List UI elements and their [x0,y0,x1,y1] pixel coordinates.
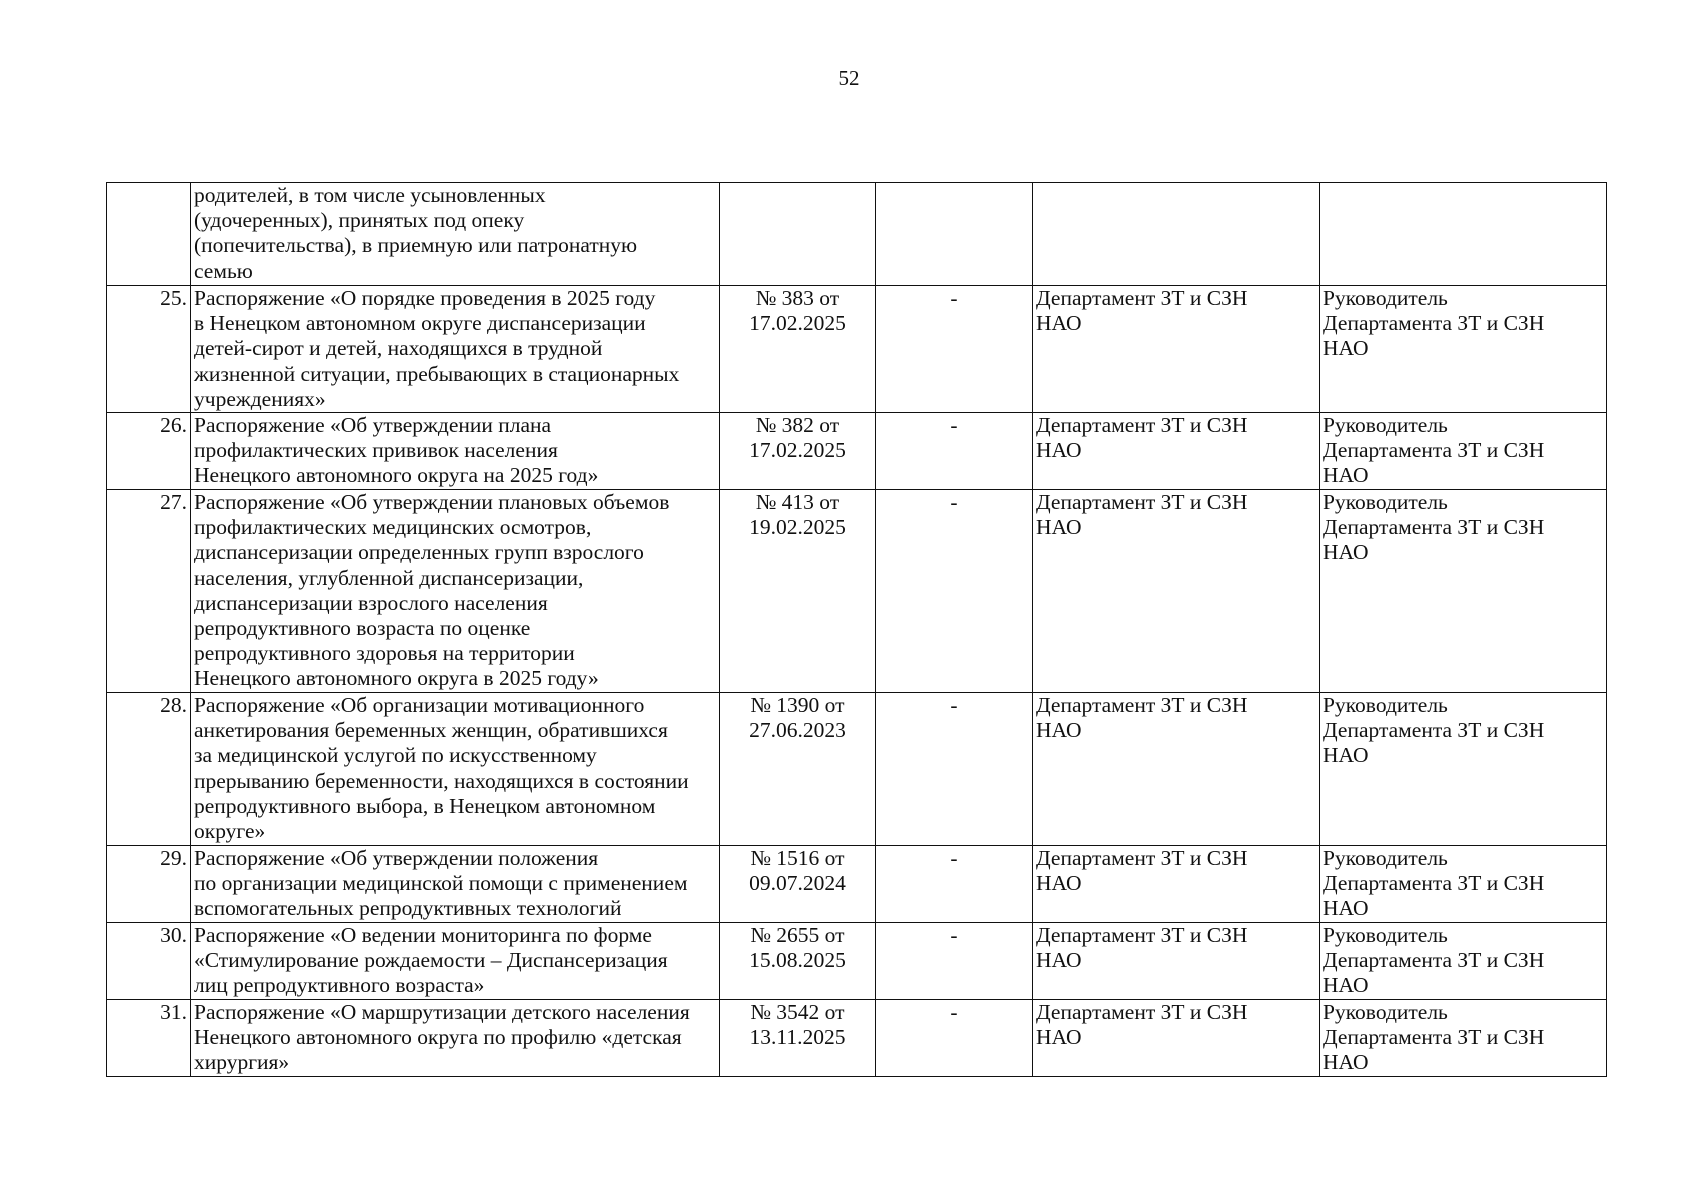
document-title-line: населения, углубленной диспансеризации, [194,565,584,590]
document-date-line: 19.02.2025 [749,515,846,540]
document-number-cell [720,183,876,286]
document-title-cell [191,1000,720,1077]
document-date-line: 13.11.2025 [749,1025,846,1050]
responsible-cell [1320,183,1607,286]
table-row [107,846,1607,923]
document-number-cell [720,413,876,490]
responsible-line: Руководитель [1323,286,1448,310]
document-title-line: жизненной ситуации, пребывающих в стационарных [194,361,680,386]
table-row [107,413,1607,490]
department-line: НАО [1036,718,1082,743]
responsible-line: Руководитель [1323,1000,1448,1025]
department-line: Департамент ЗТ и СЗН [1036,923,1248,948]
document-title-line: Распоряжение «Об утверждении положения [194,846,599,871]
responsible-line: Департамента ЗТ и СЗН [1323,948,1545,973]
document-title-line: репродуктивного здоровья на территории [194,641,575,666]
department-cell [1033,846,1320,923]
dash-cell: - [876,286,1033,413]
responsible-cell [1320,1000,1607,1077]
document-title-line: детей-сирот и детей, находящихся в трудной [194,336,603,361]
document-title-line: профилактических медицинских осмотров, [194,515,592,540]
responsible-cell [1320,413,1607,490]
responsible-line: НАО [1323,743,1369,768]
document-title-cell [191,286,720,413]
department-line: НАО [1036,871,1082,896]
department-line: НАО [1036,515,1082,540]
dash-cell: - [876,413,1033,490]
table-row [107,923,1607,1000]
document-number-line: № 2655 от [750,923,845,948]
responsible-line: Департамента ЗТ и СЗН [1323,515,1545,540]
document-title-line: диспансеризации определенных групп взрослого [194,540,644,565]
responsible-line: НАО [1323,463,1369,488]
department-line: Департамент ЗТ и СЗН [1036,490,1248,515]
document-title-line: семью [194,258,253,283]
document-number-cell [720,490,876,693]
responsible-line: Департамента ЗТ и СЗН [1323,871,1545,896]
table-row [107,286,1607,413]
document-title-line: вспомогательных репродуктивных технологий [194,896,622,921]
document-title-line: «Стимулирование рождаемости – Диспансеризация [194,948,668,973]
document-number-cell [720,846,876,923]
document-number-line: № 1516 от [750,846,845,871]
document-title-line: по организации медицинской помощи с применением [194,871,688,896]
department-line: Департамент ЗТ и СЗН [1036,693,1248,718]
document-title-cell [191,413,720,490]
document-title-line: учреждениях» [194,386,326,411]
row-number-cell: 29. [107,846,191,923]
document-title-line: хирургия» [194,1050,290,1075]
document-title-line: репродуктивного выбора, в Ненецком автономном [194,793,656,818]
responsible-line: НАО [1323,896,1369,921]
department-cell [1033,923,1320,1000]
department-cell [1033,183,1320,286]
documents-table-body [107,183,1607,1077]
document-number-line: № 383 от [755,286,840,310]
responsible-line: Руководитель [1323,846,1448,871]
table-row [107,693,1607,846]
document-title-line: Распоряжение «О маршрутизации детского населения [194,1000,690,1025]
responsible-cell [1320,846,1607,923]
table-row [107,183,1607,286]
responsible-line: НАО [1323,336,1369,361]
department-cell [1033,1000,1320,1077]
document-title-line: Распоряжение «О ведении мониторинга по форме [194,923,652,948]
page-number: 52 [838,66,860,90]
department-cell [1033,693,1320,846]
document-title-line: Распоряжение «Об утверждении плановых объемов [194,490,670,515]
document-title-line: Ненецкого автономного округа в 2025 году» [194,666,599,691]
document-title-line: Распоряжение «Об утверждении плана [194,413,552,438]
row-number-cell: 28. [107,693,191,846]
document-number-line: № 382 от [755,413,840,438]
row-number-cell: 26. [107,413,191,490]
department-line: Департамент ЗТ и СЗН [1036,1000,1248,1025]
dash-cell [876,183,1033,286]
row-number-cell: 27. [107,490,191,693]
document-title-line: репродуктивного возраста по оценке [194,616,531,641]
document-title-line: (удочеренных), принятых под опеку [194,208,525,233]
department-line: НАО [1036,438,1082,463]
department-line: НАО [1036,948,1082,973]
document-title-cell [191,183,720,286]
row-number-cell [107,183,191,286]
responsible-line: Руководитель [1323,413,1448,438]
document-date-line: 17.02.2025 [749,438,846,463]
document-number-cell [720,693,876,846]
responsible-line: НАО [1323,1050,1369,1075]
document-title-line: профилактических прививок населения [194,438,558,463]
document-title-line: в Ненецком автономном округе диспансеризации [194,311,646,336]
dash-cell: - [876,846,1033,923]
document-title-line: родителей, в том числе усыновленных [194,183,546,207]
responsible-cell [1320,286,1607,413]
responsible-line: Руководитель [1323,693,1448,718]
documents-table [106,182,1607,1077]
department-line: Департамент ЗТ и СЗН [1036,286,1248,310]
document-number-cell [720,286,876,413]
document-title-cell [191,923,720,1000]
document-number-line: № 1390 от [750,693,845,718]
document-title-cell [191,693,720,846]
department-cell [1033,413,1320,490]
responsible-line: Руководитель [1323,923,1448,948]
document-title-line: округе» [194,819,266,844]
department-line: НАО [1036,311,1082,336]
document-date-line: 15.08.2025 [749,948,846,973]
row-number-cell: 30. [107,923,191,1000]
document-number-line: № 413 от [755,490,840,515]
document-title-line: Ненецкого автономного округа на 2025 год» [194,463,599,488]
document-date-line: 27.06.2023 [749,718,846,743]
responsible-line: Департамента ЗТ и СЗН [1323,438,1545,463]
row-number-cell: 25. [107,286,191,413]
responsible-line: Руководитель [1323,490,1448,515]
document-date-line: 09.07.2024 [749,871,846,896]
responsible-line: Департамента ЗТ и СЗН [1323,1025,1545,1050]
document-title-line: Ненецкого автономного округа по профилю «детская [194,1025,682,1050]
department-cell [1033,286,1320,413]
document-title-line: лиц репродуктивного возраста» [194,973,485,998]
responsible-line: Департамента ЗТ и СЗН [1323,718,1545,743]
dash-cell: - [876,923,1033,1000]
dash-cell: - [876,1000,1033,1077]
document-title-cell [191,490,720,693]
table-row [107,1000,1607,1077]
document-title-line: Распоряжение «Об организации мотивационного [194,693,645,718]
document-number-line: № 3542 от [750,1000,845,1025]
dash-cell: - [876,490,1033,693]
department-line: Департамент ЗТ и СЗН [1036,846,1248,871]
document-number-cell [720,923,876,1000]
document-number-cell [720,1000,876,1077]
responsible-line: Департамента ЗТ и СЗН [1323,311,1545,336]
responsible-line: НАО [1323,540,1369,565]
document-title-line: анкетирования беременных женщин, обратившихся [194,718,668,743]
document-title-line: Распоряжение «О порядке проведения в 2025 году [194,286,656,310]
document-title-line: за медицинской услугой по искусственному [194,743,597,768]
responsible-cell [1320,693,1607,846]
document-title-line: (попечительства), в приемную или патронатную [194,233,638,258]
department-cell [1033,490,1320,693]
document-title-cell [191,846,720,923]
responsible-cell [1320,490,1607,693]
document-date-line: 17.02.2025 [749,311,846,336]
document-title-line: прерыванию беременности, находящихся в состоянии [194,768,689,793]
table-row [107,490,1607,693]
department-line: НАО [1036,1025,1082,1050]
responsible-line: НАО [1323,973,1369,998]
department-line: Департамент ЗТ и СЗН [1036,413,1248,438]
dash-cell: - [876,693,1033,846]
responsible-cell [1320,923,1607,1000]
row-number-cell: 31. [107,1000,191,1077]
document-title-line: диспансеризации взрослого населения [194,590,548,615]
